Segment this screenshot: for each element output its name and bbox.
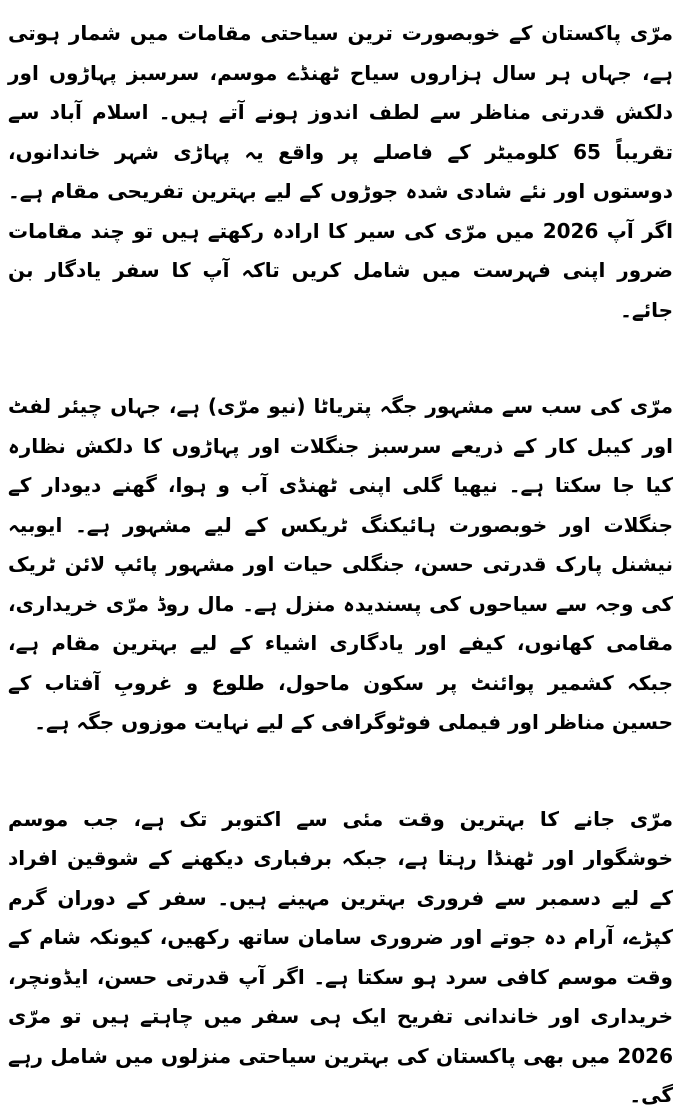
paragraph-travel-tips: مرّی جانے کا بہترین وقت مئی سے اکتوبر تک ہے، جب موسم خوشگوار اور ٹھنڈا رہتا ہے، جبکہ برفباری دیکھنے کے شوقین افراد کے لیے دسمبر سے فروری بہترین مہینے ہیں۔ سفر کے دوران گرم کپڑے، آرام دہ جوتے اور ضروری سامان ساتھ رکھیں، کیونکہ شام کے وقت موسم کافی سرد ہو سکتا ہے۔ اگر آپ قدرتی حسن، ایڈونچر، خریداری اور خاندانی تفریح ایک ہی سفر میں چاہتے ہیں تو مرّی 2026 میں بھی پاکستان کی بہترین سیاحتی منزلوں میں شامل رہے گی۔ xyxy=(8,806,673,1107)
paragraph-intro: مرّی پاکستان کے خوبصورت ترین سیاحتی مقامات میں شمار ہوتی ہے، جہاں ہر سال ہزاروں سیاح ٹھنڈے موسم، سرسبز پہاڑوں اور دلکش قدرتی مناظر سے لطف اندوز ہونے آتے ہیں۔ اسلام آباد سے تقریباً 65 کلومیٹر کے فاصلے پر واقع یہ پہاڑی شہر خاندانوں، دوستوں اور نئے شادی شدہ جوڑوں کے لیے بہترین تفریحی مقام ہے۔ اگر آپ 2026 میں مرّی کی سیر کا ارادہ رکھتے ہیں تو چند مقامات ضرور اپنی فہرست میں شامل کریں تاکہ آپ کا سفر یادگار بن جائے۔ xyxy=(8,21,673,322)
paragraph-attractions: مرّی کی سب سے مشہور جگہ پتریاٹا (نیو مرّی) ہے، جہاں چیئر لفٹ اور کیبل کار کے ذریعے سرسبز جنگلات اور پہاڑوں کا دلکش نظارہ کیا جا سکتا ہے۔ نیھیا گلی اپنی ٹھنڈی آب و ہوا، گھنے دیودار کے جنگلات اور خوبصورت ہائیکنگ ٹریکس کے لیے مشہور ہے۔ ایوبیہ نیشنل پارک قدرتی حسن، جنگلی حیات اور مشہور پائپ لائن ٹریک کی وجہ سے سیاحوں کی پسندیدہ منزل ہے۔ مال روڈ مرّی خریداری، مقامی کھانوں، کیفے اور یادگاری اشیاء کے لیے بہترین مقام ہے، جبکہ کشمیر پوائنٹ پر سکون ماحول، طلوع و غروبِ آفتاب کے حسین مناظر اور فیملی فوٹوگرافی کے لیے نہایت موزوں جگہ ہے۔ xyxy=(8,394,673,734)
